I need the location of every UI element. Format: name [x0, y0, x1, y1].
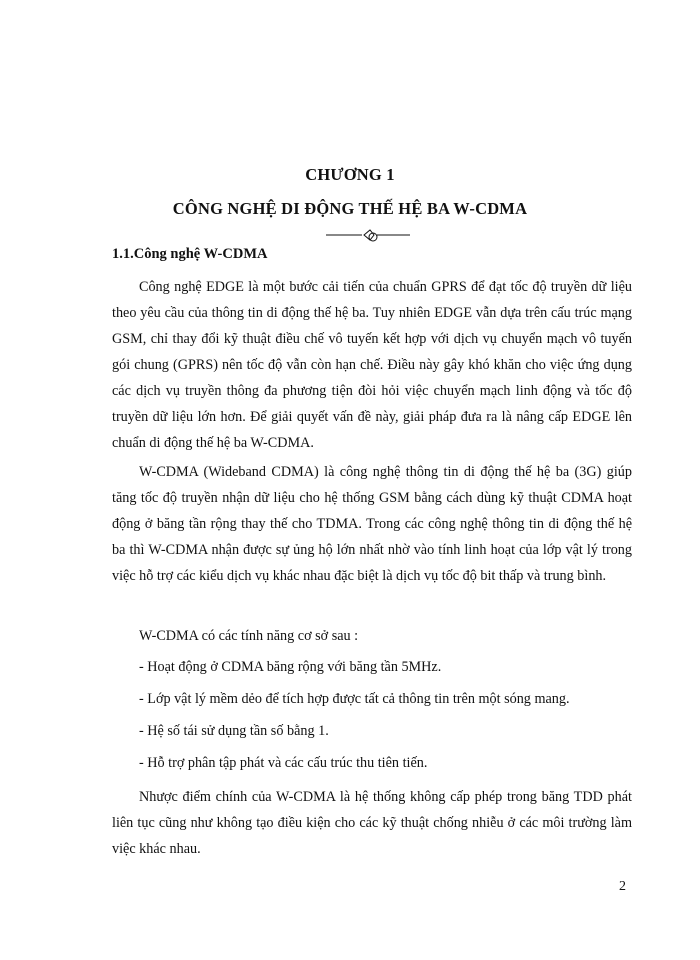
page-number: 2 — [619, 879, 626, 894]
chapter-title: CÔNG NGHỆ DI ĐỘNG THẾ HỆ BA W-CDMA — [172, 199, 528, 218]
feature-item: - Hỗ trợ phân tập phát và các cấu trúc thu tiên tiến. — [139, 755, 428, 771]
section-heading: 1.1.Công nghệ W-CDMA — [112, 246, 268, 262]
feature-item: - Lớp vật lý mềm dẻo để tích hợp được tất cả thông tin trên một sóng mang. — [139, 691, 570, 707]
paragraph-wcdma-definition: W-CDMA (Wideband CDMA) là công nghệ thông tin di động thế hệ ba (3G) giúp tăng tốc độ truyền nhận dữ liệu cho hệ thống GSM bằng cách dùng kỹ thuật CDMA hoạt động ở băng tần rộng thay thế cho TDMA. Trong các công nghệ thông tin di động thế hệ ba thì W-CDMA nhận được sự ủng hộ lớn nhất nhờ vào tính linh hoạt của lớp vật lý trong việc hỗ trợ các kiểu dịch vụ khác nhau đặc biệt là dịch vụ tốc độ bit thấp và trung bình. — [112, 464, 632, 584]
divider-ornament-icon — [326, 226, 410, 244]
paragraph-drawbacks: Nhược điểm chính của W-CDMA là hệ thống không cấp phép trong băng TDD phát liên tục cũng như không tạo điều kiện cho các kỹ thuật chống nhiễu ở các môi trường làm việc khác nhau. — [112, 789, 632, 857]
feature-item: - Hoạt động ở CDMA băng rộng với băng tần 5MHz. — [139, 659, 442, 675]
chapter-number: CHƯƠNG 1 — [305, 165, 395, 184]
paragraph-features-intro: W-CDMA có các tính năng cơ sở sau : — [139, 628, 359, 644]
paragraph-edge-intro: Công nghệ EDGE là một bước cải tiến của chuẩn GPRS để đạt tốc độ truyền dữ liệu theo yêu cầu của thông tin di động thế hệ ba. Tuy nhiên EDGE vẫn dựa trên cấu trúc mạng GSM, chỉ thay đổi kỹ thuật điều chế vô tuyến kết hợp với dịch vụ chuyển mạch vô tuyến gói chung (GPRS) nên tốc độ vẫn còn hạn chế. Điều này gây khó khăn cho việc ứng dụng các dịch vụ truyền thông đa phương tiện đòi hỏi việc chuyển mạch linh động và tốc độ truyền dữ liệu lớn hơn. Để giải quyết vấn đề này, giải pháp đưa ra là nâng cấp EDGE lên chuẩn di động thế hệ ba W-CDMA. — [112, 279, 632, 451]
feature-item: - Hệ số tái sử dụng tần số bằng 1. — [139, 723, 329, 739]
